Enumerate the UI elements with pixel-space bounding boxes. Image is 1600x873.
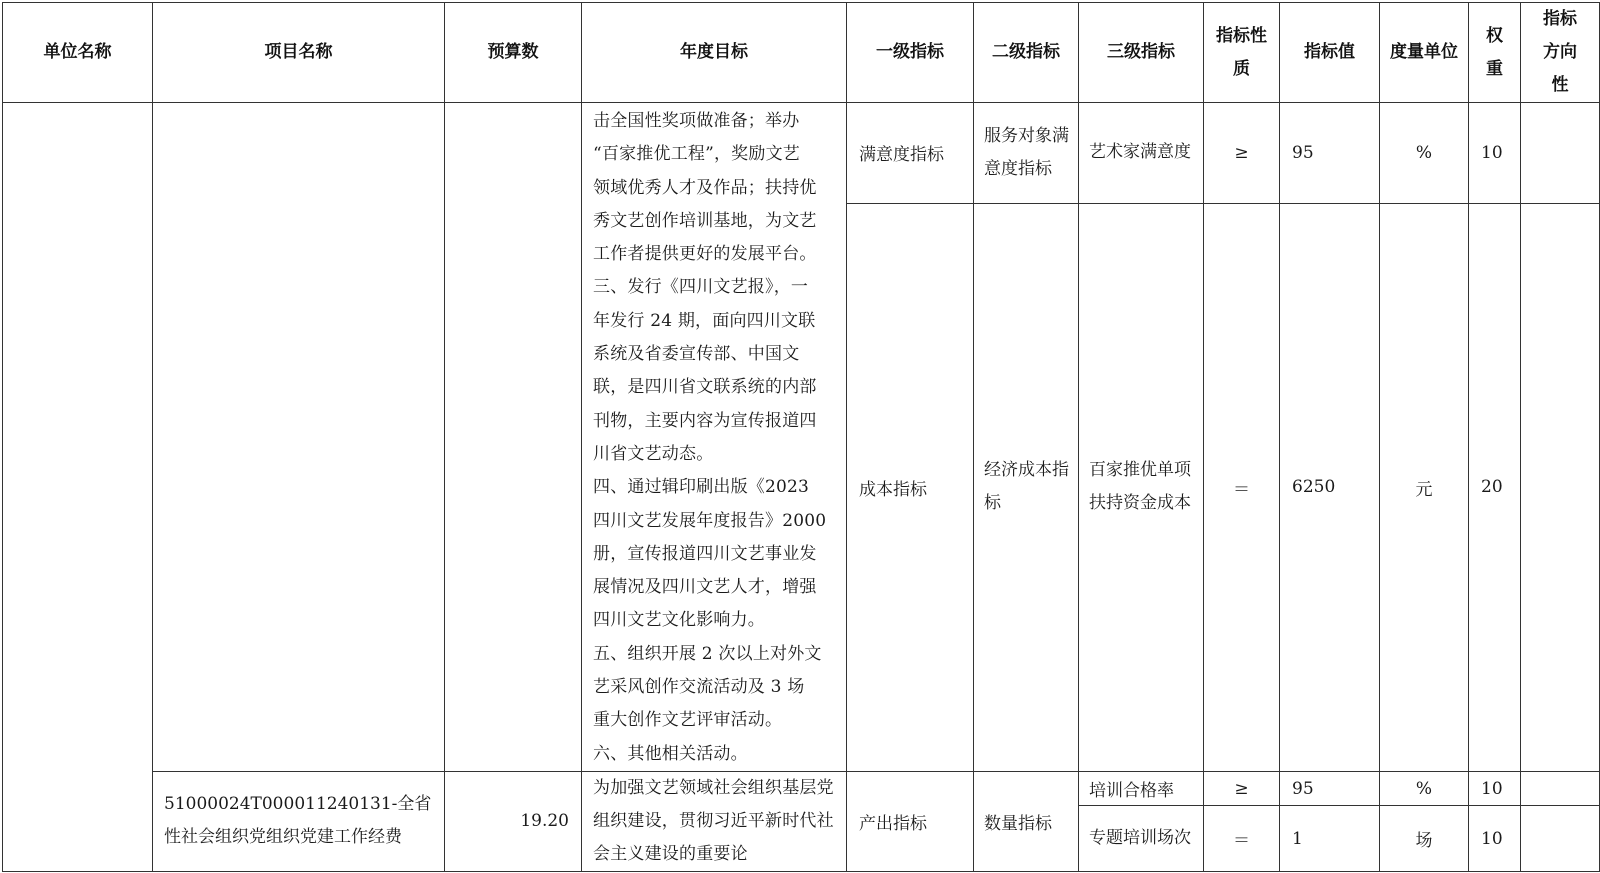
- direction-value: [1521, 203, 1600, 771]
- level1-indicator: 产出指标: [847, 771, 974, 871]
- header-level3-indicator: 三级指标: [1079, 3, 1204, 103]
- level3-indicator: 百家推优单项扶持资金成本: [1079, 203, 1204, 771]
- budget-cell: 19.20: [445, 771, 582, 871]
- project-name-cell: 51000024T000011240131-全省性社会组织党组织党建工作经费: [153, 771, 445, 871]
- weight-value: 20: [1469, 203, 1521, 771]
- indicator-value: 1: [1280, 806, 1380, 872]
- annual-goal-cell: 为加强文艺领域社会组织基层党组织建设，贯彻习近平新时代社会主义建设的重要论: [582, 771, 847, 871]
- goal-line: 领域优秀人才及作品；扶持优: [593, 177, 817, 198]
- header-measure-unit: 度量单位: [1380, 3, 1469, 103]
- goal-line: 重大创作文艺评审活动。: [593, 710, 783, 731]
- level3-indicator: 专题培训场次: [1079, 806, 1204, 872]
- goal-line: 三、发行《四川文艺报》，一: [593, 277, 809, 298]
- level2-indicator: 数量指标: [974, 771, 1079, 871]
- header-project-name: 项目名称: [153, 3, 445, 103]
- goal-line: 四、通过辑印刷出版《2023: [593, 477, 810, 498]
- direction-value: [1521, 806, 1600, 872]
- header-weight: 权重: [1469, 3, 1521, 103]
- indicator-nature: ＝: [1204, 806, 1280, 872]
- header-budget: 预算数: [445, 3, 582, 103]
- level1-indicator: 满意度指标: [847, 103, 974, 204]
- table-row: [3, 771, 1600, 805]
- header-unit-name: 单位名称: [3, 3, 153, 103]
- weight-value: 10: [1469, 771, 1521, 805]
- table-row: [3, 103, 1600, 204]
- goal-line: 工作者提供更好的发展平台。: [593, 244, 817, 265]
- level3-indicator: 培训合格率: [1079, 771, 1204, 805]
- header-row: [3, 3, 1600, 103]
- goal-line: 六、其他相关活动。: [593, 743, 748, 764]
- indicator-value: 95: [1280, 103, 1380, 204]
- goal-line: 秀文艺创作培训基地，为文艺: [593, 210, 817, 231]
- direction-value: [1521, 103, 1600, 204]
- goal-line: 年发行 24 期，面向四川文联: [593, 310, 816, 331]
- goal-line: “百家推优工程”，奖励文艺: [593, 144, 800, 165]
- header-annual-goal: 年度目标: [582, 3, 847, 103]
- goal-line: 川省文艺动态。: [593, 443, 714, 464]
- goal-line: 系统及省委宣传部、中国文: [593, 344, 800, 365]
- goal-line: 展情况及四川文艺人才，增强: [593, 577, 817, 598]
- goal-line: 五、组织开展 2 次以上对外文: [593, 643, 822, 664]
- unit-name-cell: [3, 103, 153, 872]
- level2-indicator: 服务对象满意度指标: [974, 103, 1079, 204]
- performance-target-table: [2, 2, 1600, 872]
- goal-line: 艺采风创作交流活动及 3 场: [593, 677, 805, 698]
- header-indicator-direction: 指标方向性: [1521, 3, 1600, 103]
- header-indicator-value: 指标值: [1280, 3, 1380, 103]
- level1-indicator: 成本指标: [847, 203, 974, 771]
- measure-unit: 元: [1380, 203, 1469, 771]
- level2-indicator: 经济成本指标: [974, 203, 1079, 771]
- goal-line: 四川文艺文化影响力。: [593, 610, 765, 631]
- weight-value: 10: [1469, 806, 1521, 872]
- header-indicator-nature: 指标性质: [1204, 3, 1280, 103]
- goal-line: 击全国性奖项做准备；举办: [593, 111, 800, 131]
- direction-value: [1521, 771, 1600, 805]
- measure-unit: %: [1380, 103, 1469, 204]
- project-name-cell: [153, 103, 445, 772]
- indicator-nature: ＝: [1204, 203, 1280, 771]
- level3-indicator: 艺术家满意度: [1079, 103, 1204, 204]
- header-level2-indicator: 二级指标: [974, 3, 1079, 103]
- goal-line: 刊物，主要内容为宣传报道四: [593, 410, 817, 431]
- weight-value: 10: [1469, 103, 1521, 204]
- budget-cell: [445, 103, 582, 772]
- goal-line: 联，是四川省文联系统的内部: [593, 377, 817, 398]
- measure-unit: 场: [1380, 806, 1469, 872]
- annual-goal-cell: [582, 103, 847, 772]
- indicator-nature: ≥: [1204, 103, 1280, 204]
- header-level1-indicator: 一级指标: [847, 3, 974, 103]
- measure-unit: %: [1380, 771, 1469, 805]
- indicator-nature: ≥: [1204, 771, 1280, 805]
- indicator-value: 95: [1280, 771, 1380, 805]
- goal-line: 四川文艺发展年度报告》2000: [593, 510, 827, 531]
- goal-line: 册，宣传报道四川文艺事业发: [593, 543, 817, 564]
- indicator-value: 6250: [1280, 203, 1380, 771]
